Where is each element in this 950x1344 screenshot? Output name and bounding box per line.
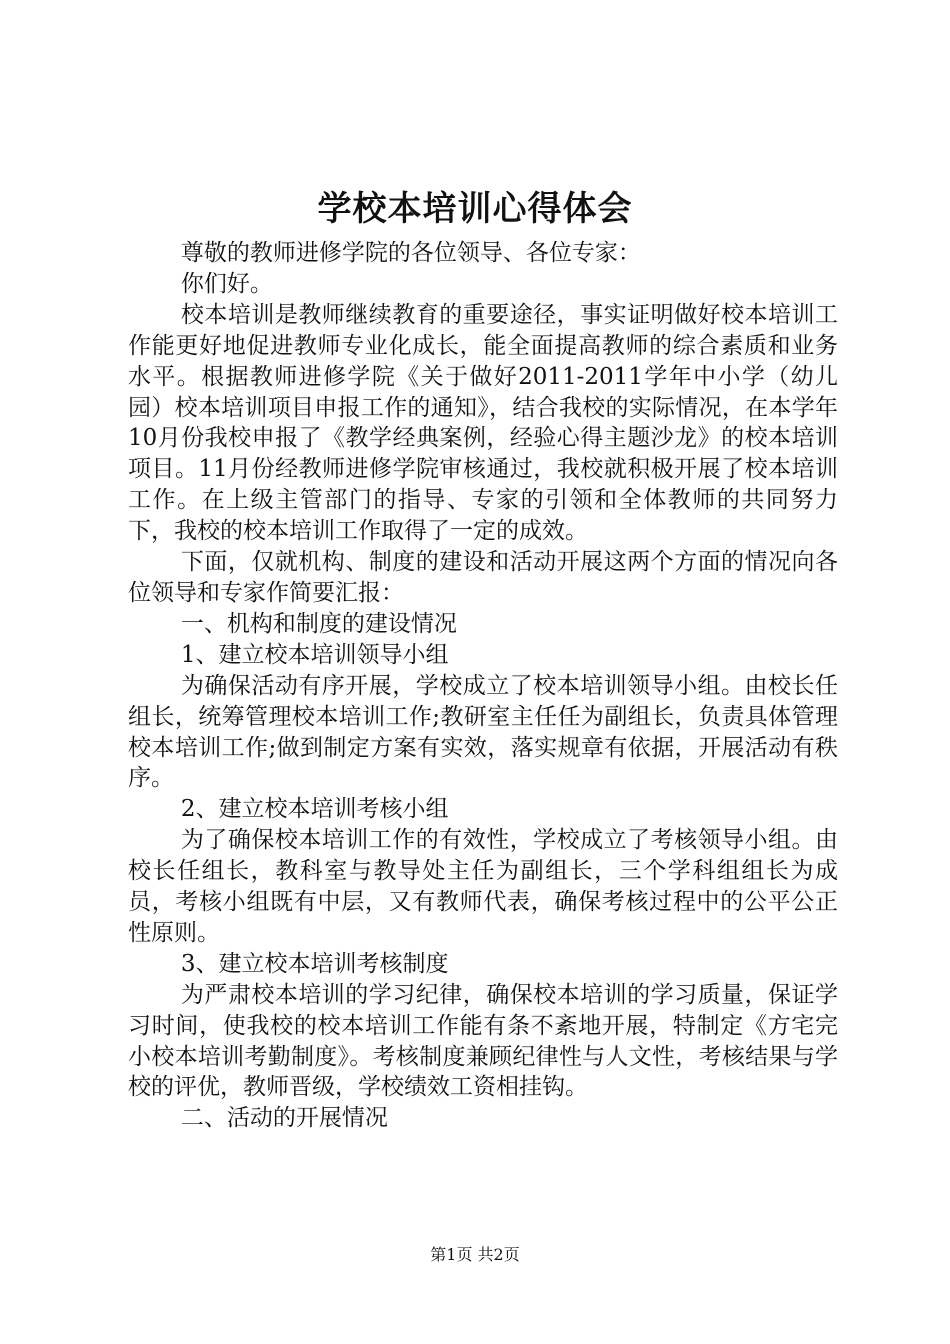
page-number-footer: 第1页 共2页 <box>430 1245 520 1264</box>
section-heading-2: 二、活动的开展情况 <box>180 1105 388 1132</box>
section-heading-1: 一、机构和制度的建设情况 <box>180 610 457 637</box>
paragraph-assessment-system: 为严肃校本培训的学习纪律，确保校本培训的学习质量，保证学习时间，使我校的校本培训工作能有条不紊地开展，特制定《方宅完小校本培训考勤制度》。考核制度兼顾纪律性与人文性，考核结果与学校的评优，教师晋级，学校绩效工资相挂钩。 <box>128 981 838 1101</box>
document-body <box>128 238 838 1134</box>
subheading-1: 1、建立校本培训领导小组 <box>180 641 449 668</box>
paragraph-assessment-group: 为了确保校本培训工作的有效性，学校成立了考核领导小组。由校长任组长，教科室与教导处主任为副组长，三个学科组组长为成员，考核小组既有中层，又有教师代表，确保考核过程中的公平公正性原则。 <box>128 827 838 946</box>
paragraph-intro: 校本培训是教师继续教育的重要途径，事实证明做好校本培训工作能更好地促进教师专业化成长，能全面提高教师的综合素质和业务水平。根据教师进修学院《关于做好2011-2011学年中小学（幼儿园）校本培训项目申报工作的通知》，结合我校的实际情况，在本学年10月份我校申报了《教学经典案例，经验心得主题沙龙》的校本培训项目。11月份经教师进修学院审核通过，我校就积极开展了校本培训工作。在上级主管部门的指导、专家的引领和全体教师的共同努力下，我校的校本培训工作取得了一定的成效。 <box>128 301 838 545</box>
subheading-2: 2、建立校本培训考核小组 <box>180 796 449 823</box>
document-title: 学校本培训心得体会 <box>317 189 633 229</box>
salutation: 尊敬的教师进修学院的各位领导、各位专家： <box>180 240 641 266</box>
paragraph-overview: 下面，仅就机构、制度的建设和活动开展这两个方面的情况向各位领导和专家作简要汇报： <box>128 549 838 606</box>
subheading-3: 3、建立校本培训考核制度 <box>180 950 449 977</box>
paragraph-leadership-group: 为确保活动有序开展，学校成立了校本培训领导小组。由校长任组长，统筹管理校本培训工作;教研室主任任为副组长，负责具体管理校本培训工作;做到制定方案有实效，落实规章有依据，开展活动有秩序。 <box>128 672 838 792</box>
greeting: 你们好。 <box>180 270 273 297</box>
